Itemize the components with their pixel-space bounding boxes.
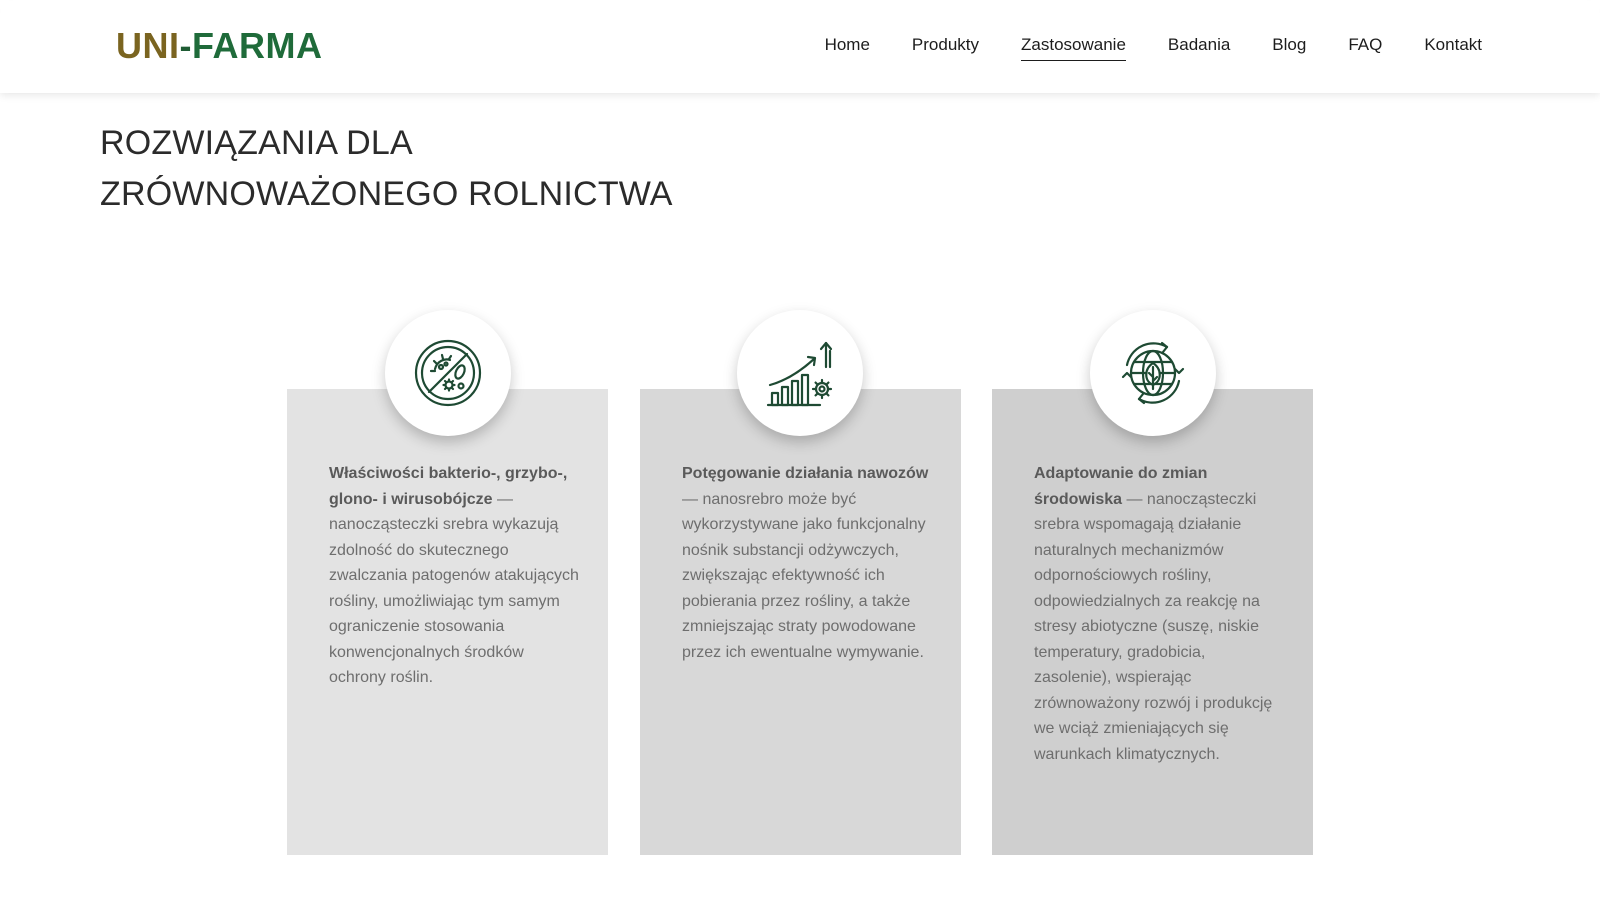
site-header (0, 0, 1600, 93)
globe-icon-badge (1090, 310, 1216, 436)
nav-zastosowanie[interactable]: Zastosowanie (1021, 32, 1126, 61)
card-title: Właściwości bakterio-, grzybo-, glono- i wirusobójcze (329, 465, 568, 508)
growth-chart-gear-icon (764, 337, 836, 409)
card-text (682, 461, 932, 665)
feature-card-antimicrobial (287, 389, 608, 855)
main-nav (783, 32, 1482, 61)
nav-faq[interactable]: FAQ (1348, 35, 1383, 54)
antimicrobial-icon-badge (385, 310, 511, 436)
nav-produkty[interactable]: Produkty (911, 35, 980, 54)
globe-leaf-cycle-icon (1117, 337, 1189, 409)
page-title-line2: ZRÓWNOWAŻONEGO ROLNICTWA (100, 175, 673, 213)
antimicrobial-icon (413, 338, 483, 408)
card-title: Adaptowanie do zmian środowiska (1034, 465, 1208, 508)
card-body: — nanosrebro może być wykorzystywane jako funkcjonalny nośnik substancji odżywczych, zwiększając efektywność ich pobierania przez rośliny, a także zmniejszając straty powodowane przez ich ewentualne wymywanie. (682, 490, 926, 661)
growth-chart-icon-badge (737, 310, 863, 436)
card-body: — nanocząsteczki srebra wykazują zdolność do skutecznego zwalczania patogenów atakujących rośliny, umożliwiając tym samym ograniczenie stosowania konwencjonalnych środków ochrony roślin. (329, 490, 579, 686)
logo[interactable] (116, 24, 323, 68)
nav-badania[interactable]: Badania (1167, 35, 1231, 54)
feature-card-fertilizer (640, 389, 961, 855)
card-title: Potęgowanie działania nawozów (682, 465, 929, 482)
nav-blog[interactable]: Blog (1272, 35, 1307, 54)
nav-kontakt[interactable]: Kontakt (1424, 35, 1482, 54)
card-text (1034, 461, 1284, 767)
page-title (100, 118, 673, 220)
logo-dash: - (179, 25, 192, 66)
page-title-line1: ROZWIĄZANIA DLA (100, 124, 413, 162)
logo-farma: FARMA (192, 25, 323, 66)
feature-card-adaptation (992, 389, 1313, 855)
nav-home[interactable]: Home (824, 35, 870, 54)
card-text (329, 461, 579, 691)
logo-uni: UNI (116, 25, 180, 66)
card-body: — nanocząsteczki srebra wspomagają działanie naturalnych mechanizmów odpornościowych rośliny, odpowiedzialnych za reakcję na stresy abiotyczne (suszę, niskie temperatury, gradobicia, zasolenie), wspierając zrównoważony rozwój i produkcję we wciąż zmieniających się warunkach klimatycznych. (1034, 490, 1273, 763)
